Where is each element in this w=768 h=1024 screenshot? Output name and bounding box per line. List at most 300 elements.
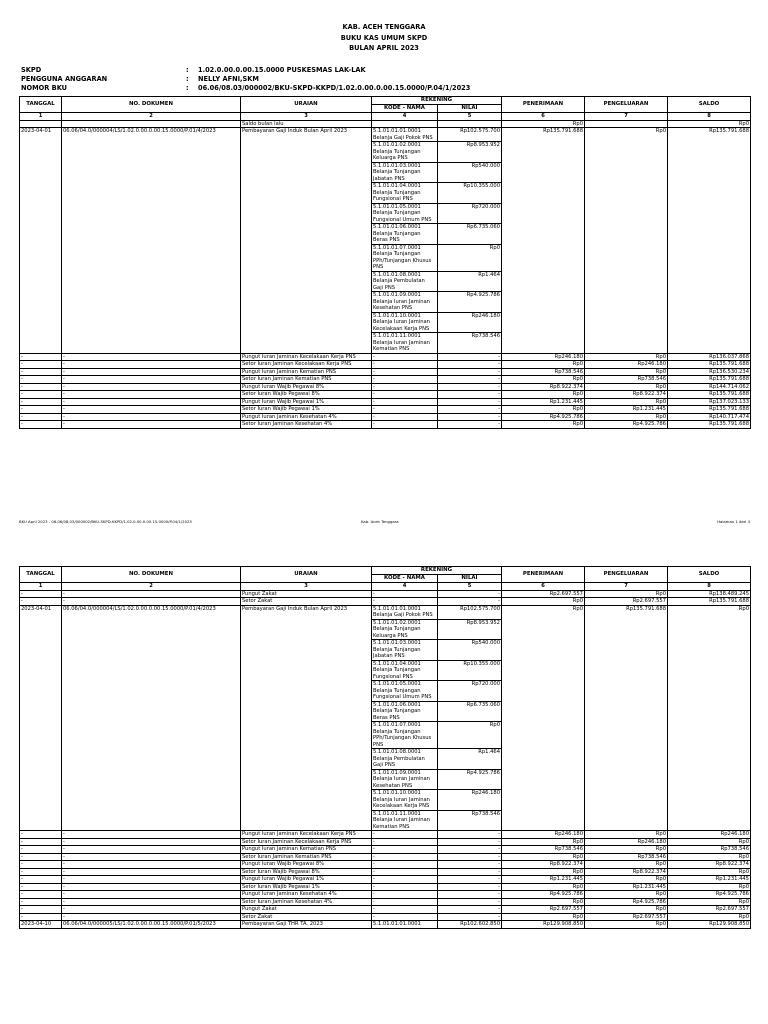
cell-kode-nama: - xyxy=(372,421,438,429)
cell-nilai: - xyxy=(438,853,502,861)
account-name: Belanja Iuran Jaminan Kesehatan PNS xyxy=(373,298,430,311)
cell-no-dokumen: - xyxy=(62,913,241,921)
cell-pengeluaran: Rp1.231.445 xyxy=(585,406,668,414)
cell-uraian: Pungut Iuran Jaminan Kematian PNS xyxy=(241,846,372,854)
cell-saldo: Rp0 xyxy=(668,868,751,876)
cell-pengeluaran: Rp0 xyxy=(585,590,668,598)
account-code: 5.1.01.01.02.0001 xyxy=(373,142,421,148)
cell-kode-nama: - xyxy=(372,831,438,839)
cell-uraian: Pungut Iuran Jaminan Kecelakaan Kerja PNS xyxy=(241,353,372,361)
cell-pengeluaran: Rp0 xyxy=(585,921,668,929)
cell-tanggal: 2023-04-10 xyxy=(20,921,62,929)
cell-kode-nama: - xyxy=(372,846,438,854)
account-code: 5.1.01.01.06.0001 xyxy=(373,701,421,708)
cell-saldo: Rp0 xyxy=(668,883,751,891)
table-row xyxy=(20,421,751,429)
col-header-uraian: URAIAN xyxy=(241,567,372,583)
cell-penerimaan: Rp1.231.445 xyxy=(502,398,585,406)
cell-tanggal: - xyxy=(20,876,62,884)
cell-saldo: Rp137.023.133 xyxy=(668,398,751,406)
cell-nilai: - xyxy=(438,353,502,361)
cell-nilai: - xyxy=(438,846,502,854)
cell-tanggal: - xyxy=(20,590,62,598)
cell-uraian: Setor Iuran Wajib Pegawai 8% xyxy=(241,868,372,876)
cell-nilai: - xyxy=(438,861,502,869)
cell-tanggal: - xyxy=(20,376,62,384)
cell-kode-nama xyxy=(372,312,438,333)
account-name: Belanja Pembulatan Gaji PNS xyxy=(373,755,425,768)
table-row xyxy=(20,376,751,384)
cell-nilai: Rp246.180 xyxy=(438,312,502,333)
col-header-uraian: URAIAN xyxy=(241,97,372,113)
account-code: 5.1.01.01.04.0001 xyxy=(373,183,421,189)
cell-penerimaan: Rp0 xyxy=(502,120,585,128)
cell-tanggal: - xyxy=(20,853,62,861)
cell-nilai: Rp8.953.952 xyxy=(438,619,502,640)
cell-kode-nama: - xyxy=(372,398,438,406)
account-name: Belanja Tunjangan Fungsional PNS xyxy=(373,189,421,202)
table-row xyxy=(20,853,751,861)
cell-tanggal: - xyxy=(20,898,62,906)
col-header-pengeluaran: PENGELUARAN xyxy=(585,567,668,583)
account-code: 5.1.01.01.10.0001 xyxy=(373,312,421,319)
cell-penerimaan: Rp0 xyxy=(502,883,585,891)
cell-kode-nama xyxy=(372,810,438,831)
cell-no-dokumen: - xyxy=(62,353,241,361)
account-code: 5.1.01.01.10.0001 xyxy=(373,790,421,796)
cell-kode-nama: - xyxy=(372,598,438,606)
cell-pengeluaran: Rp2.697.557 xyxy=(585,913,668,921)
meta-skpd xyxy=(21,66,768,75)
cell-nilai: Rp1.464 xyxy=(438,271,502,292)
cell-nilai: Rp738.546 xyxy=(438,333,502,354)
cell-tanggal: - xyxy=(20,383,62,391)
col-number: 6 xyxy=(502,583,585,591)
cell-nilai xyxy=(438,120,502,128)
cell-pengeluaran: Rp0 xyxy=(585,383,668,391)
col-number: 4 xyxy=(372,583,438,591)
cell-nilai: Rp738.546 xyxy=(438,810,502,831)
cell-uraian: Pungut Iuran Wajib Pegawai 8% xyxy=(241,383,372,391)
account-code: 5.1.01.01.02.0001 xyxy=(373,619,421,626)
account-name: Belanja Iuran Jaminan Kesehatan PNS xyxy=(373,776,430,789)
cell-nilai: Rp102.602.850 xyxy=(438,921,502,929)
table-row xyxy=(20,876,751,884)
bku-table-page-2 xyxy=(19,566,751,929)
cell-kode-nama: - xyxy=(372,861,438,869)
report-title-block xyxy=(0,0,768,54)
cell-kode-nama xyxy=(372,722,438,749)
cell-kode-nama xyxy=(372,681,438,702)
table-row-account xyxy=(20,128,751,142)
cell-kode-nama: - xyxy=(372,891,438,899)
cell-no-dokumen: - xyxy=(62,876,241,884)
cell-tanggal: - xyxy=(20,406,62,414)
cell-saldo: Rp246.180 xyxy=(668,831,751,839)
table-row xyxy=(20,906,751,914)
cell-uraian: Saldo bulan lalu xyxy=(241,120,372,128)
cell-pengeluaran: Rp8.922.374 xyxy=(585,391,668,399)
cell-uraian: Pungut Iuran Jaminan Kesehatan 4% xyxy=(241,413,372,421)
cell-saldo: Rp135.791.688 xyxy=(668,598,751,606)
col-number: 8 xyxy=(668,583,751,591)
cell-kode-nama: - xyxy=(372,376,438,384)
account-name: Belanja Tunjangan Keluarga PNS xyxy=(373,626,421,639)
cell-saldo: Rp738.546 xyxy=(668,846,751,854)
cell-tanggal: - xyxy=(20,891,62,899)
cell-pengeluaran: Rp0 xyxy=(585,398,668,406)
cell-no-dokumen: - xyxy=(62,383,241,391)
cell-uraian: Setor Iuran Jaminan Kesehatan 4% xyxy=(241,898,372,906)
account-name: Belanja Iuran Jaminan Kematian PNS xyxy=(373,817,430,830)
table-body-page-2 xyxy=(20,590,751,928)
cell-tanggal: - xyxy=(20,398,62,406)
account-code: 5.1.01.01.07.0001 xyxy=(373,722,421,728)
table-row-account xyxy=(20,605,751,619)
cell-pengeluaran: Rp0 xyxy=(585,831,668,839)
table-body-page-1 xyxy=(20,120,751,428)
meta-nomor-bku xyxy=(21,84,768,93)
cell-kode-nama: 5.1.01.01.01.0001 xyxy=(372,921,438,929)
cell-no-dokumen: - xyxy=(62,398,241,406)
cell-no-dokumen: - xyxy=(62,891,241,899)
col-header-nilai: NILAI xyxy=(438,575,502,583)
cell-kode-nama: - xyxy=(372,383,438,391)
cell-tanggal: - xyxy=(20,361,62,369)
cell-saldo: Rp135.791.688 xyxy=(668,421,751,429)
report-title: BUKU KAS UMUM SKPD xyxy=(340,33,428,42)
account-name: Belanja Gaji Pokok PNS xyxy=(373,612,433,618)
col-header-saldo: SALDO xyxy=(668,97,751,113)
cell-saldo: Rp135.791.688 xyxy=(668,361,751,369)
table-row xyxy=(20,391,751,399)
cell-nilai: Rp540.000 xyxy=(438,640,502,661)
cell-uraian: Pungut Zakat xyxy=(241,590,372,598)
account-name: Belanja Tunjangan Jabatan PNS xyxy=(373,646,421,659)
cell-saldo: Rp0 xyxy=(668,898,751,906)
cell-tanggal: - xyxy=(20,846,62,854)
meta-colon: : xyxy=(186,74,189,83)
cell-tanggal: - xyxy=(20,353,62,361)
cell-uraian: Setor Iuran Jaminan Kecelakaan Kerja PNS xyxy=(241,361,372,369)
cell-saldo: Rp135.791.688 xyxy=(668,128,751,354)
cell-no-dokumen: - xyxy=(62,898,241,906)
meta-colon: : xyxy=(186,65,189,74)
cell-tanggal: - xyxy=(20,868,62,876)
cell-no-dokumen: 06.06/04.0/000004/LS/1.02.0.00.0.00.15.0000/P.01/4/2023 xyxy=(62,128,241,354)
cell-uraian: Setor Iuran Wajib Pegawai 8% xyxy=(241,391,372,399)
cell-pengeluaran: Rp0 xyxy=(585,368,668,376)
cell-tanggal: - xyxy=(20,906,62,914)
col-number: 5 xyxy=(438,583,502,591)
table-row xyxy=(20,838,751,846)
cell-pengeluaran: Rp8.922.374 xyxy=(585,868,668,876)
cell-nilai: - xyxy=(438,598,502,606)
cell-tanggal: - xyxy=(20,838,62,846)
cell-kode-nama xyxy=(372,183,438,204)
cell-no-dokumen: - xyxy=(62,861,241,869)
cell-saldo: Rp136.530.234 xyxy=(668,368,751,376)
account-code: 5.1.01.01.08.0001 xyxy=(373,271,421,278)
cell-nilai: - xyxy=(438,368,502,376)
cell-saldo: Rp8.922.374 xyxy=(668,861,751,869)
cell-nilai: Rp102.575.700 xyxy=(438,605,502,619)
col-header-kode-nama: KODE - NAMA xyxy=(372,105,438,113)
cell-kode-nama: - xyxy=(372,868,438,876)
cell-tanggal: - xyxy=(20,413,62,421)
col-header-rekening: REKENING xyxy=(372,567,502,575)
cell-kode-nama: - xyxy=(372,590,438,598)
cell-no-dokumen: - xyxy=(62,368,241,376)
cell-nilai: Rp540.000 xyxy=(438,162,502,183)
meta-label: PENGGUNA ANGGARAN xyxy=(21,74,108,83)
cell-pengeluaran: Rp1.231.445 xyxy=(585,883,668,891)
cell-uraian: Pungut Zakat xyxy=(241,906,372,914)
account-name: Belanja Tunjangan Beras PNS xyxy=(373,230,421,243)
table-row xyxy=(20,831,751,839)
account-name: Belanja Tunjangan Fungsional PNS xyxy=(373,667,421,680)
cell-kode-nama xyxy=(372,203,438,224)
cell-saldo: Rp0 xyxy=(668,838,751,846)
cell-penerimaan: Rp4.925.786 xyxy=(502,413,585,421)
cell-kode-nama: - xyxy=(372,876,438,884)
cell-nilai: Rp720.000 xyxy=(438,681,502,702)
cell-penerimaan: Rp0 xyxy=(502,406,585,414)
cell-nilai: - xyxy=(438,406,502,414)
cell-nilai: - xyxy=(438,421,502,429)
cell-penerimaan: Rp738.546 xyxy=(502,846,585,854)
cell-tanggal xyxy=(20,120,62,128)
cell-kode-nama xyxy=(372,701,438,722)
cell-no-dokumen: - xyxy=(62,883,241,891)
cell-no-dokumen: - xyxy=(62,831,241,839)
col-number: 7 xyxy=(585,583,668,591)
cell-pengeluaran: Rp0 xyxy=(585,891,668,899)
table-header xyxy=(20,97,751,121)
cell-penerimaan: Rp738.546 xyxy=(502,368,585,376)
cell-nilai: - xyxy=(438,831,502,839)
col-header-tanggal: TANGGAL xyxy=(20,567,62,583)
account-name: Belanja Tunjangan PPh/Tunjangan Khusus PNS xyxy=(373,728,432,748)
account-name: Belanja Tunjangan Beras PNS xyxy=(373,708,421,721)
col-number: 2 xyxy=(62,113,241,121)
cell-nilai: - xyxy=(438,891,502,899)
cell-kode-nama: - xyxy=(372,361,438,369)
table-row xyxy=(20,883,751,891)
cell-pengeluaran: Rp2.697.557 xyxy=(585,598,668,606)
table-row xyxy=(20,598,751,606)
cell-kode-nama: - xyxy=(372,838,438,846)
cell-nilai: Rp10.355.000 xyxy=(438,183,502,204)
account-code: 5.1.01.01.03.0001 xyxy=(373,162,421,169)
account-code: 5.1.01.01.09.0001 xyxy=(373,292,421,298)
cell-nilai: - xyxy=(438,898,502,906)
cell-penerimaan: Rp8.922.374 xyxy=(502,861,585,869)
col-number: 8 xyxy=(668,113,751,121)
cell-penerimaan: Rp2.697.557 xyxy=(502,906,585,914)
cell-nilai: Rp4.925.786 xyxy=(438,769,502,790)
cell-penerimaan: Rp129.908.850 xyxy=(502,921,585,929)
col-header-pengeluaran: PENGELUARAN xyxy=(585,97,668,113)
table-row xyxy=(20,891,751,899)
meta-pengguna-anggaran xyxy=(21,75,768,84)
table-header xyxy=(20,567,751,591)
cell-uraian: Setor Iuran Wajib Pegawai 1% xyxy=(241,406,372,414)
cell-uraian: Pembayaran Gaji Induk Bulan April 2023 xyxy=(241,128,372,354)
cell-kode-nama: - xyxy=(372,391,438,399)
cell-nilai: - xyxy=(438,376,502,384)
cell-tanggal: - xyxy=(20,421,62,429)
meta-value: 1.02.0.00.0.00.15.0000 PUSKESMAS LAK-LAK xyxy=(198,65,366,74)
cell-tanggal: - xyxy=(20,861,62,869)
col-number: 6 xyxy=(502,113,585,121)
cell-nilai: Rp6.735.060 xyxy=(438,701,502,722)
cell-uraian: Setor Zakat xyxy=(241,598,372,606)
cell-saldo: Rp4.925.786 xyxy=(668,891,751,899)
cell-saldo: Rp140.717.474 xyxy=(668,413,751,421)
cell-kode-nama xyxy=(372,619,438,640)
meta-label: SKPD xyxy=(21,65,42,74)
cell-penerimaan: Rp0 xyxy=(502,605,585,831)
account-code: 5.1.01.01.08.0001 xyxy=(373,749,421,755)
cell-uraian: Pungut Iuran Wajib Pegawai 1% xyxy=(241,876,372,884)
cell-no-dokumen xyxy=(62,120,241,128)
period-title: BULAN APRIL 2023 xyxy=(349,44,419,52)
cell-pengeluaran: Rp0 xyxy=(585,861,668,869)
account-name: Belanja Tunjangan Jabatan PNS xyxy=(373,169,421,182)
cell-uraian: Pembayaran Gaji Induk Bulan April 2023 xyxy=(241,605,372,831)
cell-penerimaan: Rp0 xyxy=(502,376,585,384)
cell-nilai: Rp1.464 xyxy=(438,749,502,770)
page-footer xyxy=(19,519,750,524)
table-row xyxy=(20,590,751,598)
cell-tanggal: - xyxy=(20,391,62,399)
cell-nilai: - xyxy=(438,361,502,369)
cell-kode-nama xyxy=(372,790,438,811)
cell-nilai: Rp0 xyxy=(438,244,502,271)
cell-kode-nama xyxy=(372,605,438,619)
cell-tanggal: - xyxy=(20,368,62,376)
cell-kode-nama xyxy=(372,292,438,313)
footer-page-number: Halaman 1 dari 4 xyxy=(717,519,750,524)
cell-no-dokumen: - xyxy=(62,906,241,914)
meta-label: NOMOR BKU xyxy=(21,84,68,93)
cell-no-dokumen: - xyxy=(62,376,241,384)
cell-kode-nama xyxy=(372,162,438,183)
cell-pengeluaran: Rp738.546 xyxy=(585,376,668,384)
cell-nilai: - xyxy=(438,383,502,391)
cell-kode-nama xyxy=(372,769,438,790)
cell-uraian: Pungut Iuran Wajib Pegawai 8% xyxy=(241,861,372,869)
cell-pengeluaran: Rp0 xyxy=(585,353,668,361)
cell-penerimaan: Rp135.791.688 xyxy=(502,128,585,354)
cell-nilai: Rp0 xyxy=(438,722,502,749)
account-name: Belanja Tunjangan Keluarga PNS xyxy=(373,148,421,161)
cell-no-dokumen: - xyxy=(62,846,241,854)
table-row xyxy=(20,361,751,369)
cell-no-dokumen: - xyxy=(62,853,241,861)
table-row xyxy=(20,413,751,421)
cell-saldo: Rp1.231.445 xyxy=(668,876,751,884)
cell-nilai: - xyxy=(438,868,502,876)
region-title: KAB. ACEH TENGGARA xyxy=(342,23,426,31)
cell-kode-nama: - xyxy=(372,883,438,891)
account-code: 5.1.01.01.05.0001 xyxy=(373,681,421,687)
cell-pengeluaran: Rp246.180 xyxy=(585,361,668,369)
cell-pengeluaran xyxy=(585,120,668,128)
col-header-tanggal: TANGGAL xyxy=(20,97,62,113)
cell-nilai: - xyxy=(438,876,502,884)
col-number: 2 xyxy=(62,583,241,591)
meta-value: 06.06/08.03/000002/BKU-SKPD-KKPD/1.02.0.00.0.00.15.0000/P.04/1/2023 xyxy=(198,84,471,93)
table-row xyxy=(20,383,751,391)
table-row xyxy=(20,846,751,854)
cell-kode-nama: - xyxy=(372,898,438,906)
cell-saldo: Rp0 xyxy=(668,853,751,861)
cell-kode-nama: - xyxy=(372,906,438,914)
cell-pengeluaran: Rp0 xyxy=(585,906,668,914)
cell-saldo: Rp138.489.245 xyxy=(668,590,751,598)
meta-colon: : xyxy=(186,84,189,93)
cell-no-dokumen: 06.06/04.0/000004/LS/1.02.0.00.0.00.15.0000/P.01/4/2023 xyxy=(62,605,241,831)
cell-tanggal: - xyxy=(20,883,62,891)
cell-nilai: Rp102.575.700 xyxy=(438,128,502,142)
cell-uraian: Pungut Iuran Jaminan Kematian PNS xyxy=(241,368,372,376)
cell-saldo: Rp135.791.688 xyxy=(668,376,751,384)
account-name: Belanja Tunjangan Fungsional Umum PNS xyxy=(373,687,432,700)
account-code: 5.1.01.01.03.0001 xyxy=(373,640,421,646)
cell-uraian: Setor Iuran Jaminan Kematian PNS xyxy=(241,376,372,384)
cell-saldo: Rp0 xyxy=(668,120,751,128)
table-row xyxy=(20,913,751,921)
table-row xyxy=(20,898,751,906)
table-row xyxy=(20,406,751,414)
cell-pengeluaran: Rp0 xyxy=(585,876,668,884)
col-header-kode-nama: KODE - NAMA xyxy=(372,575,438,583)
cell-uraian: Setor Iuran Jaminan Kesehatan 4% xyxy=(241,421,372,429)
cell-uraian: Pungut Iuran Wajib Pegawai 1% xyxy=(241,398,372,406)
cell-pengeluaran: Rp4.925.786 xyxy=(585,898,668,906)
col-number: 4 xyxy=(372,113,438,121)
cell-nilai: - xyxy=(438,883,502,891)
cell-no-dokumen: - xyxy=(62,590,241,598)
cell-no-dokumen: - xyxy=(62,406,241,414)
account-code: 5.1.01.01.05.0001 xyxy=(373,203,421,210)
cell-kode-nama xyxy=(372,749,438,770)
cell-uraian: Pungut Iuran Jaminan Kesehatan 4% xyxy=(241,891,372,899)
cell-kode-nama xyxy=(372,224,438,245)
cell-no-dokumen: - xyxy=(62,361,241,369)
footer-region: Kab. Aceh Tenggara xyxy=(361,519,399,524)
cell-kode-nama: - xyxy=(372,913,438,921)
cell-uraian: Pembayaran Gaji THR TA. 2023 xyxy=(241,921,372,929)
account-code: 5.1.01.01.11.0001 xyxy=(373,333,421,339)
cell-nilai: - xyxy=(438,906,502,914)
account-code: 5.1.01.01.07.0001 xyxy=(373,244,421,251)
cell-kode-nama: - xyxy=(372,353,438,361)
cell-saldo: Rp129.908.850 xyxy=(668,921,751,929)
col-header-nilai: NILAI xyxy=(438,105,502,113)
col-number: 1 xyxy=(20,113,62,121)
cell-nilai: - xyxy=(438,391,502,399)
account-name: Belanja Iuran Jaminan Kecelakaan Kerja PNS xyxy=(373,796,430,809)
account-name: Belanja Iuran Jaminan Kecelakaan Kerja PNS xyxy=(373,319,430,332)
cell-uraian: Setor Iuran Wajib Pegawai 1% xyxy=(241,883,372,891)
cell-nilai: - xyxy=(438,398,502,406)
cell-saldo: Rp0 xyxy=(668,605,751,831)
cell-pengeluaran: Rp135.791.688 xyxy=(585,605,668,831)
cell-penerimaan: Rp4.925.786 xyxy=(502,891,585,899)
